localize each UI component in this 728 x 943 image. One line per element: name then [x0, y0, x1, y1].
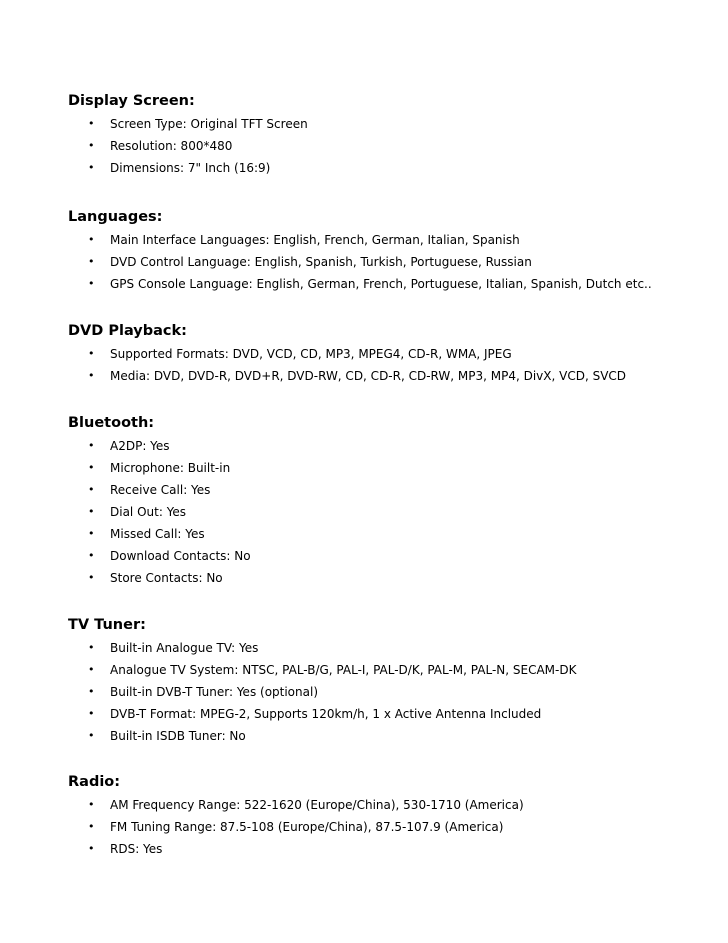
bullet-icon: •: [88, 255, 95, 268]
list-item-text: Missed Call: Yes: [110, 527, 205, 541]
spec-list: [68, 794, 708, 860]
bullet-icon: •: [88, 117, 95, 130]
list-item: [68, 816, 708, 838]
list-item: [68, 545, 708, 567]
section-dvd-playback: [68, 322, 708, 387]
list-item-text: Built-in DVB-T Tuner: Yes (optional): [110, 685, 319, 699]
list-item: [68, 251, 708, 273]
bullet-icon: •: [88, 527, 95, 540]
list-item-text: AM Frequency Range: 522-1620 (Europe/China), 530-1710 (America): [110, 798, 524, 812]
bullet-icon: •: [88, 347, 95, 360]
section-heading: Languages:: [68, 209, 163, 225]
list-item: [68, 157, 708, 179]
bullet-icon: •: [88, 549, 95, 562]
list-item-text: Microphone: Built-in: [110, 461, 231, 475]
bullet-icon: •: [88, 685, 95, 698]
list-item: [68, 567, 708, 589]
list-item-text: RDS: Yes: [110, 842, 163, 856]
list-item-text: Supported Formats: DVD, VCD, CD, MP3, MPEG4, CD-R, WMA, JPEG: [110, 347, 512, 361]
list-item-text: Download Contacts: No: [110, 549, 251, 563]
list-item-text: Dial Out: Yes: [110, 505, 187, 519]
list-item-text: Media: DVD, DVD-R, DVD+R, DVD-RW, CD, CD-R, CD-RW, MP3, MP4, DivX, VCD, SVCD: [110, 369, 627, 383]
bullet-icon: •: [88, 707, 95, 720]
spec-list: [68, 113, 708, 179]
section-heading: TV Tuner:: [68, 617, 146, 633]
list-item: [68, 637, 708, 659]
list-item-text: Main Interface Languages: English, French, German, Italian, Spanish: [110, 233, 520, 247]
section-radio: [68, 773, 708, 860]
list-item-text: Screen Type: Original TFT Screen: [110, 117, 308, 131]
bullet-icon: •: [88, 729, 95, 742]
section-display-screen: [68, 92, 708, 179]
spec-list: [68, 229, 708, 295]
list-item: [68, 229, 708, 251]
list-item: [68, 113, 708, 135]
list-item: [68, 135, 708, 157]
bullet-icon: •: [88, 505, 95, 518]
bullet-icon: •: [88, 461, 95, 474]
bullet-icon: •: [88, 139, 95, 152]
section-heading: DVD Playback:: [68, 323, 187, 339]
list-item: [68, 343, 708, 365]
bullet-icon: •: [88, 369, 95, 382]
section-heading: Display Screen:: [68, 93, 195, 109]
spec-list: [68, 435, 708, 589]
bullet-icon: •: [88, 842, 95, 855]
section-bluetooth: [68, 414, 708, 589]
list-item: [68, 703, 708, 725]
bullet-icon: •: [88, 663, 95, 676]
list-item-text: Store Contacts: No: [110, 571, 223, 585]
section-languages: [68, 208, 708, 295]
list-item-text: GPS Console Language: English, German, French, Portuguese, Italian, Spanish, Dutch etc..: [110, 277, 652, 291]
list-item: [68, 659, 708, 681]
list-item: [68, 794, 708, 816]
list-item-text: Built-in ISDB Tuner: No: [110, 729, 246, 743]
bullet-icon: •: [88, 233, 95, 246]
list-item-text: Analogue TV System: NTSC, PAL-B/G, PAL-I, PAL-D/K, PAL-M, PAL-N, SECAM-DK: [110, 663, 577, 677]
list-item: [68, 435, 708, 457]
bullet-icon: •: [88, 161, 95, 174]
bullet-icon: •: [88, 483, 95, 496]
spec-list: [68, 343, 708, 387]
list-item-text: FM Tuning Range: 87.5-108 (Europe/China), 87.5-107.9 (America): [110, 820, 504, 834]
list-item: [68, 681, 708, 703]
section-heading: Radio:: [68, 774, 121, 790]
list-item-text: Dimensions: 7" Inch (16:9): [110, 161, 271, 175]
list-item: [68, 273, 708, 295]
list-item-text: DVD Control Language: English, Spanish, Turkish, Portuguese, Russian: [110, 255, 532, 269]
list-item-text: Receive Call: Yes: [110, 483, 211, 497]
list-item-text: Resolution: 800*480: [110, 139, 233, 153]
list-item: [68, 523, 708, 545]
spec-list: [68, 637, 708, 747]
list-item: [68, 725, 708, 747]
bullet-icon: •: [88, 439, 95, 452]
bullet-icon: •: [88, 641, 95, 654]
bullet-icon: •: [88, 798, 95, 811]
list-item-text: DVB-T Format: MPEG-2, Supports 120km/h, 1 x Active Antenna Included: [110, 707, 542, 721]
bullet-icon: •: [88, 277, 95, 290]
list-item: [68, 501, 708, 523]
list-item: [68, 365, 708, 387]
section-tv-tuner: [68, 616, 708, 747]
section-heading: Bluetooth:: [68, 415, 155, 431]
list-item: [68, 479, 708, 501]
bullet-icon: •: [88, 820, 95, 833]
bullet-icon: •: [88, 571, 95, 584]
list-item-text: Built-in Analogue TV: Yes: [110, 641, 259, 655]
list-item: [68, 457, 708, 479]
list-item: [68, 838, 708, 860]
list-item-text: A2DP: Yes: [110, 439, 170, 453]
